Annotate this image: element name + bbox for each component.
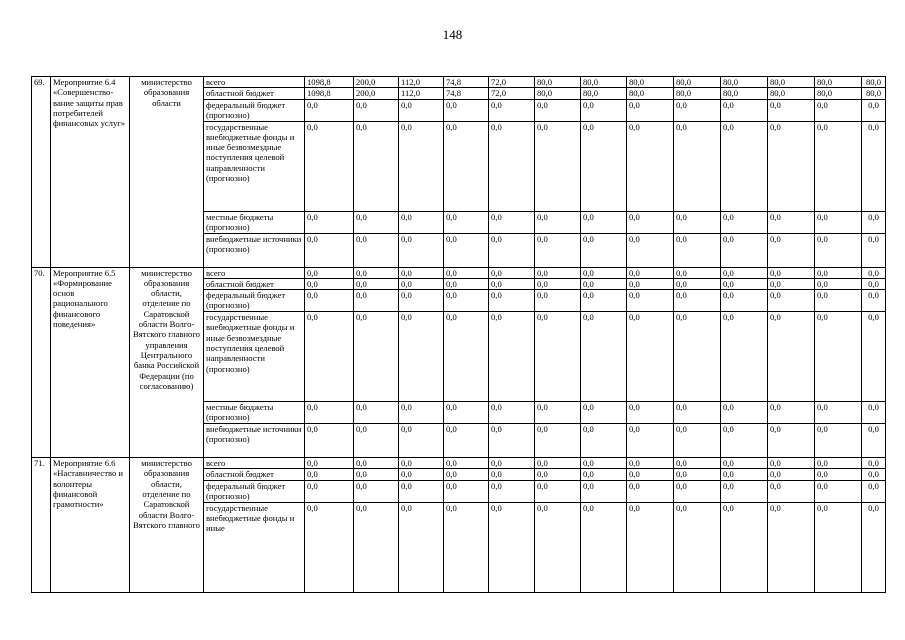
amount-cell: 80,0 [768, 88, 815, 99]
amount-cell: 0,0 [674, 402, 721, 424]
amount-cell: 0,0 [489, 424, 535, 458]
funding-source: внебюджетные источники (прогнозно) [204, 233, 305, 267]
amount-cell: 0,0 [815, 267, 862, 278]
amount-cell: 80,0 [581, 77, 627, 88]
amount-cell: 0,0 [399, 99, 444, 121]
amount-cell: 0,0 [399, 278, 444, 289]
table-row [32, 458, 886, 469]
table-body [32, 77, 886, 593]
amount-cell: 0,0 [815, 502, 862, 592]
measure-name: Мероприятие 6.4 «Совершенство-вание защиты прав потребителей финансовых услуг» [51, 77, 130, 268]
amount-cell: 0,0 [305, 121, 354, 211]
amount-cell: 0,0 [354, 469, 399, 480]
amount-cell: 0,0 [354, 502, 399, 592]
amount-cell: 0,0 [815, 458, 862, 469]
amount-cell: 72,0 [489, 88, 535, 99]
amount-cell: 80,0 [721, 77, 768, 88]
amount-cell: 0,0 [721, 211, 768, 233]
amount-cell: 0,0 [354, 121, 399, 211]
amount-cell: 0,0 [399, 267, 444, 278]
amount-cell: 0,0 [721, 267, 768, 278]
page-number: 148 [442, 27, 463, 42]
amount-cell: 0,0 [627, 99, 674, 121]
amount-cell: 0,0 [581, 211, 627, 233]
amount-cell: 80,0 [535, 77, 581, 88]
amount-cell: 0,0 [768, 480, 815, 502]
funding-source: федеральный бюджет (прогнозно) [204, 99, 305, 121]
amount-cell: 0,0 [815, 211, 862, 233]
amount-cell: 80,0 [627, 88, 674, 99]
funding-source: всего [204, 77, 305, 88]
amount-cell: 0,0 [815, 312, 862, 402]
amount-cell: 0,0 [674, 469, 721, 480]
executor: министерство образования области, отделение по Саратовской области Волго-Вятского главного [130, 458, 204, 593]
amount-cell: 0,0 [815, 402, 862, 424]
executor: министерство образования области [130, 77, 204, 268]
amount-cell: 0,0 [721, 402, 768, 424]
budget-table [31, 76, 886, 593]
amount-cell: 0,0 [535, 458, 581, 469]
amount-cell: 0,0 [627, 233, 674, 267]
amount-cell: 0,0 [768, 121, 815, 211]
amount-cell: 0,0 [399, 469, 444, 480]
amount-cell: 0,0 [862, 502, 886, 592]
amount-cell: 0,0 [862, 233, 886, 267]
amount-cell: 0,0 [444, 480, 489, 502]
amount-cell: 0,0 [305, 458, 354, 469]
amount-cell: 0,0 [768, 290, 815, 312]
amount-cell: 0,0 [581, 402, 627, 424]
amount-cell: 0,0 [862, 121, 886, 211]
amount-cell: 0,0 [489, 121, 535, 211]
amount-cell: 0,0 [581, 469, 627, 480]
amount-cell: 0,0 [399, 502, 444, 592]
amount-cell: 0,0 [627, 290, 674, 312]
amount-cell: 0,0 [768, 233, 815, 267]
amount-cell: 0,0 [354, 99, 399, 121]
amount-cell: 0,0 [535, 121, 581, 211]
amount-cell: 0,0 [305, 211, 354, 233]
amount-cell: 0,0 [674, 278, 721, 289]
amount-cell: 0,0 [354, 267, 399, 278]
amount-cell: 0,0 [581, 267, 627, 278]
amount-cell: 0,0 [581, 502, 627, 592]
amount-cell: 0,0 [721, 458, 768, 469]
amount-cell: 0,0 [444, 233, 489, 267]
amount-cell: 0,0 [815, 469, 862, 480]
amount-cell: 0,0 [768, 424, 815, 458]
row-index: 70. [32, 267, 51, 458]
amount-cell: 0,0 [444, 99, 489, 121]
funding-source: государственные внебюджетные фонды и иные [204, 502, 305, 592]
amount-cell: 0,0 [721, 469, 768, 480]
amount-cell: 0,0 [489, 458, 535, 469]
amount-cell: 0,0 [627, 424, 674, 458]
amount-cell: 0,0 [444, 402, 489, 424]
amount-cell: 80,0 [815, 77, 862, 88]
amount-cell: 0,0 [581, 278, 627, 289]
amount-cell: 0,0 [489, 469, 535, 480]
amount-cell: 0,0 [674, 211, 721, 233]
amount-cell: 0,0 [489, 211, 535, 233]
measure-name: Мероприятие 6.5 «Формирование основ рационального финансового поведения» [51, 267, 130, 458]
amount-cell: 0,0 [815, 121, 862, 211]
amount-cell: 0,0 [305, 312, 354, 402]
funding-source: государственные внебюджетные фонды и иные безвозмездные поступления целевой направленности (прогнозно) [204, 312, 305, 402]
amount-cell: 0,0 [305, 278, 354, 289]
amount-cell: 0,0 [399, 312, 444, 402]
funding-source: областной бюджет [204, 88, 305, 99]
amount-cell: 0,0 [627, 267, 674, 278]
funding-source: государственные внебюджетные фонды и иные безвозмездные поступления целевой направленности (прогнозно) [204, 121, 305, 211]
amount-cell: 0,0 [627, 502, 674, 592]
amount-cell: 0,0 [674, 458, 721, 469]
amount-cell: 0,0 [444, 278, 489, 289]
amount-cell: 0,0 [444, 502, 489, 592]
amount-cell: 0,0 [815, 99, 862, 121]
amount-cell: 80,0 [674, 88, 721, 99]
funding-source: всего [204, 267, 305, 278]
amount-cell: 0,0 [399, 121, 444, 211]
amount-cell: 0,0 [581, 480, 627, 502]
amount-cell: 80,0 [674, 77, 721, 88]
amount-cell: 0,0 [768, 99, 815, 121]
amount-cell: 0,0 [305, 502, 354, 592]
amount-cell: 0,0 [862, 211, 886, 233]
amount-cell: 0,0 [354, 312, 399, 402]
amount-cell: 0,0 [581, 424, 627, 458]
amount-cell: 0,0 [674, 480, 721, 502]
amount-cell: 0,0 [581, 312, 627, 402]
amount-cell: 0,0 [674, 121, 721, 211]
amount-cell: 0,0 [721, 99, 768, 121]
amount-cell: 0,0 [535, 469, 581, 480]
row-index: 71. [32, 458, 51, 593]
amount-cell: 0,0 [815, 480, 862, 502]
amount-cell: 0,0 [399, 233, 444, 267]
amount-cell: 0,0 [862, 424, 886, 458]
amount-cell: 0,0 [674, 290, 721, 312]
amount-cell: 0,0 [627, 458, 674, 469]
amount-cell: 0,0 [399, 424, 444, 458]
amount-cell: 0,0 [674, 267, 721, 278]
amount-cell: 0,0 [444, 458, 489, 469]
amount-cell: 0,0 [399, 402, 444, 424]
amount-cell: 0,0 [862, 469, 886, 480]
amount-cell: 0,0 [354, 480, 399, 502]
amount-cell: 0,0 [768, 402, 815, 424]
amount-cell: 0,0 [627, 211, 674, 233]
amount-cell: 0,0 [444, 312, 489, 402]
amount-cell: 0,0 [627, 121, 674, 211]
amount-cell: 80,0 [862, 77, 886, 88]
amount-cell: 0,0 [535, 480, 581, 502]
amount-cell: 80,0 [768, 77, 815, 88]
amount-cell: 0,0 [535, 99, 581, 121]
amount-cell: 0,0 [581, 233, 627, 267]
amount-cell: 112,0 [399, 88, 444, 99]
amount-cell: 80,0 [627, 77, 674, 88]
amount-cell: 0,0 [489, 290, 535, 312]
amount-cell: 74,8 [444, 88, 489, 99]
amount-cell: 0,0 [721, 233, 768, 267]
amount-cell: 0,0 [581, 99, 627, 121]
amount-cell: 0,0 [444, 211, 489, 233]
amount-cell: 0,0 [581, 121, 627, 211]
amount-cell: 0,0 [305, 233, 354, 267]
amount-cell: 0,0 [721, 312, 768, 402]
amount-cell: 0,0 [862, 267, 886, 278]
amount-cell: 0,0 [444, 424, 489, 458]
amount-cell: 0,0 [535, 502, 581, 592]
amount-cell: 0,0 [444, 267, 489, 278]
amount-cell: 0,0 [815, 278, 862, 289]
amount-cell: 200,0 [354, 77, 399, 88]
amount-cell: 0,0 [305, 424, 354, 458]
amount-cell: 0,0 [581, 290, 627, 312]
amount-cell: 0,0 [721, 121, 768, 211]
amount-cell: 0,0 [354, 290, 399, 312]
amount-cell: 0,0 [354, 233, 399, 267]
amount-cell: 0,0 [581, 458, 627, 469]
amount-cell: 80,0 [721, 88, 768, 99]
amount-cell: 0,0 [862, 458, 886, 469]
amount-cell: 0,0 [399, 290, 444, 312]
amount-cell: 0,0 [674, 424, 721, 458]
amount-cell: 0,0 [721, 502, 768, 592]
amount-cell: 0,0 [354, 424, 399, 458]
amount-cell: 0,0 [768, 211, 815, 233]
amount-cell: 0,0 [489, 502, 535, 592]
table-row [32, 77, 886, 88]
amount-cell: 0,0 [399, 458, 444, 469]
amount-cell: 0,0 [354, 458, 399, 469]
funding-source: федеральный бюджет (прогнозно) [204, 480, 305, 502]
amount-cell: 0,0 [627, 402, 674, 424]
amount-cell: 0,0 [815, 290, 862, 312]
amount-cell: 0,0 [674, 99, 721, 121]
executor: министерство образования области, отделение по Саратовской области Волго-Вятского главного управления Центрального банка Российской Федерации (по согласованию) [130, 267, 204, 458]
amount-cell: 0,0 [305, 267, 354, 278]
amount-cell: 0,0 [768, 502, 815, 592]
amount-cell: 0,0 [862, 402, 886, 424]
amount-cell: 0,0 [489, 312, 535, 402]
amount-cell: 0,0 [489, 278, 535, 289]
amount-cell: 0,0 [444, 290, 489, 312]
amount-cell: 0,0 [305, 99, 354, 121]
funding-source: местные бюджеты (прогнозно) [204, 211, 305, 233]
amount-cell: 0,0 [674, 233, 721, 267]
amount-cell: 0,0 [768, 469, 815, 480]
amount-cell: 80,0 [535, 88, 581, 99]
funding-source: областной бюджет [204, 278, 305, 289]
amount-cell: 80,0 [581, 88, 627, 99]
amount-cell: 0,0 [862, 99, 886, 121]
amount-cell: 0,0 [305, 469, 354, 480]
amount-cell: 0,0 [674, 502, 721, 592]
amount-cell: 0,0 [768, 278, 815, 289]
amount-cell: 0,0 [535, 424, 581, 458]
amount-cell: 0,0 [535, 211, 581, 233]
funding-source: всего [204, 458, 305, 469]
amount-cell: 0,0 [399, 480, 444, 502]
amount-cell: 72,0 [489, 77, 535, 88]
amount-cell: 0,0 [535, 267, 581, 278]
amount-cell: 1098,8 [305, 77, 354, 88]
amount-cell: 0,0 [489, 99, 535, 121]
amount-cell: 0,0 [535, 402, 581, 424]
table-row [32, 267, 886, 278]
amount-cell: 0,0 [862, 290, 886, 312]
amount-cell: 0,0 [535, 290, 581, 312]
amount-cell: 0,0 [768, 267, 815, 278]
amount-cell: 0,0 [627, 469, 674, 480]
amount-cell: 0,0 [444, 121, 489, 211]
amount-cell: 0,0 [721, 424, 768, 458]
amount-cell: 0,0 [305, 290, 354, 312]
amount-cell: 0,0 [489, 233, 535, 267]
amount-cell: 0,0 [862, 480, 886, 502]
funding-source: местные бюджеты (прогнозно) [204, 402, 305, 424]
amount-cell: 0,0 [354, 211, 399, 233]
funding-source: федеральный бюджет (прогнозно) [204, 290, 305, 312]
amount-cell: 0,0 [815, 424, 862, 458]
amount-cell: 0,0 [489, 480, 535, 502]
amount-cell: 0,0 [305, 402, 354, 424]
row-index: 69. [32, 77, 51, 268]
amount-cell: 0,0 [862, 312, 886, 402]
amount-cell: 0,0 [489, 267, 535, 278]
amount-cell: 0,0 [674, 312, 721, 402]
amount-cell: 0,0 [721, 278, 768, 289]
amount-cell: 200,0 [354, 88, 399, 99]
amount-cell: 0,0 [399, 211, 444, 233]
amount-cell: 0,0 [627, 278, 674, 289]
amount-cell: 0,0 [768, 458, 815, 469]
amount-cell: 112,0 [399, 77, 444, 88]
measure-name: Мероприятие 6.6 «Наставничество и волонтеры финансовой грамотности» [51, 458, 130, 593]
amount-cell: 0,0 [305, 480, 354, 502]
amount-cell: 1098,8 [305, 88, 354, 99]
amount-cell: 74,8 [444, 77, 489, 88]
amount-cell: 80,0 [862, 88, 886, 99]
amount-cell: 0,0 [444, 469, 489, 480]
amount-cell: 0,0 [862, 278, 886, 289]
amount-cell: 0,0 [535, 278, 581, 289]
amount-cell: 0,0 [721, 480, 768, 502]
amount-cell: 0,0 [721, 290, 768, 312]
funding-source: внебюджетные источники (прогнозно) [204, 424, 305, 458]
amount-cell: 0,0 [354, 402, 399, 424]
amount-cell: 0,0 [489, 402, 535, 424]
amount-cell: 0,0 [535, 233, 581, 267]
amount-cell: 0,0 [768, 312, 815, 402]
amount-cell: 0,0 [627, 480, 674, 502]
funding-source: областной бюджет [204, 469, 305, 480]
amount-cell: 0,0 [815, 233, 862, 267]
amount-cell: 80,0 [815, 88, 862, 99]
amount-cell: 0,0 [354, 278, 399, 289]
amount-cell: 0,0 [627, 312, 674, 402]
amount-cell: 0,0 [535, 312, 581, 402]
